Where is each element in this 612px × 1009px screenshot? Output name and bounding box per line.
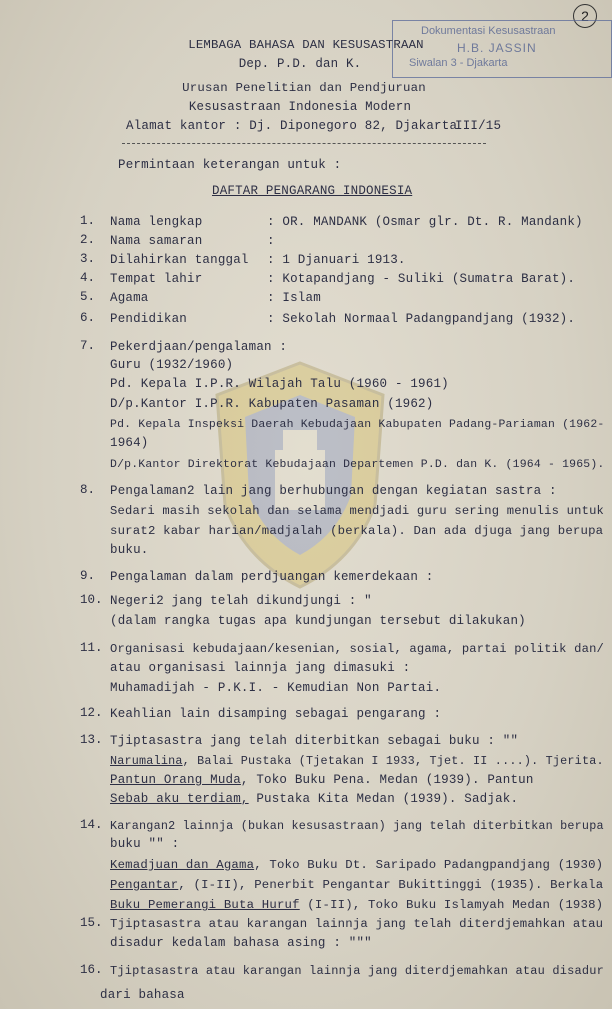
- item-15-number: 15.: [80, 916, 103, 930]
- field-5-number: 5.: [80, 290, 96, 304]
- item-14-label: Karangan2 lainnja (bukan kesusastraan) jang telah diterbitkan berupa: [110, 819, 604, 833]
- item-8-line: Sedari masih sekolah dan selama mendjadi guru sering menulis untuk: [110, 504, 605, 518]
- item-14-line-3: [110, 897, 603, 913]
- field-3-value: : 1 Djanuari 1913.: [267, 253, 406, 267]
- item-8-line: buku.: [110, 543, 149, 557]
- book-title: Buku Pemerangi Buta Huruf: [110, 898, 300, 912]
- item-13-label: Tjiptasastra jang telah diterbitkan sebagai buku : "": [110, 734, 519, 748]
- item-8-label: Pengalaman2 lain jang berhubungan dengan kegiatan sastra :: [110, 484, 557, 498]
- field-4-number: 4.: [80, 271, 96, 285]
- item-9-label: Pengalaman dalam perdjuangan kemerdekaan :: [110, 570, 434, 584]
- field-5-value: : Islam: [267, 291, 321, 305]
- item-11-number: 11.: [80, 641, 103, 655]
- field-2-value: :: [267, 234, 275, 248]
- request-label: Permintaan keterangan untuk :: [118, 158, 342, 172]
- field-1-label: Nama lengkap: [110, 215, 203, 229]
- item-7-number: 7.: [80, 339, 96, 353]
- item-7-line: Pd. Kepala Inspeksi Daerah Kebudajaan Kabupaten Padang-Pariaman (1962-: [110, 418, 605, 431]
- item-7-line: Guru (1932/1960): [110, 358, 234, 372]
- book-details: (I-II), Toko Buku Islamyah Medan (1938): [299, 898, 604, 912]
- field-3-number: 3.: [80, 252, 96, 266]
- field-1-value: : OR. MANDANK (Osmar glr. Dt. R. Mandank): [267, 215, 583, 229]
- item-7-line: D/p.Kantor Direktorat Kebudajaan Departemen P.D. dan K. (1964 - 1965).: [110, 458, 605, 471]
- item-8-line: surat2 kabar harian/madjalah (berkala). Dan ada djuga jang berupa: [110, 524, 604, 538]
- book-details: , (I-II), Penerbit Pengantar Bukittinggi (1935). Berkala: [178, 878, 604, 892]
- book-title: Narumalina: [110, 754, 183, 768]
- header-address: Alamat kantor : Dj. Diponegoro 82, Djakarta: [126, 119, 458, 133]
- item-15-label: Tjiptasastra atau karangan lainnja jang telah diterdjemahkan atau: [110, 917, 604, 931]
- book-details: , Toko Buku Pena. Medan (1939). Pantun: [240, 773, 534, 787]
- item-9-number: 9.: [80, 569, 96, 583]
- item-16-number: 16.: [80, 963, 103, 977]
- item-13-line-2: [110, 772, 534, 788]
- item-8-number: 8.: [80, 483, 96, 497]
- item-14-number: 14.: [80, 818, 103, 832]
- book-title: Sebab aku terdiam,: [110, 792, 249, 806]
- item-14-line-1: [110, 857, 603, 873]
- item-7-line: Pd. Kepala I.P.R. Wilajah Talu (1960 - 1961): [110, 377, 449, 391]
- stamp-line-2: H.B. JASSIN: [457, 41, 537, 55]
- item-13-number: 13.: [80, 733, 103, 747]
- field-6-value: : Sekolah Normaal Padangpandjang (1932).: [267, 312, 576, 326]
- book-title: Pengantar: [110, 878, 179, 892]
- item-11-line: Muhamadijah - P.K.I. - Kemudian Non Partai.: [110, 681, 442, 695]
- field-2-number: 2.: [80, 233, 96, 247]
- header-institution: LEMBAGA BAHASA DAN KESUSASTRAAN: [188, 38, 424, 52]
- field-4-value: : Kotapandjang - Suliki (Sumatra Barat).: [267, 272, 576, 286]
- field-3-label: Dilahirkan tanggal: [110, 253, 249, 267]
- book-details: Pustaka Kita Medan (1939). Sadjak.: [248, 792, 519, 806]
- book-title: Kemadjuan dan Agama: [110, 858, 255, 872]
- header-divider: [122, 143, 486, 144]
- item-15-line: disadur kedalam bahasa asing : """: [110, 936, 372, 950]
- field-4-label: Tempat lahir: [110, 272, 203, 286]
- item-7-label: Pekerdjaan/pengalaman :: [110, 340, 288, 354]
- document-title: DAFTAR PENGARANG INDONESIA: [212, 184, 413, 198]
- header-ref: III/15: [455, 119, 502, 133]
- header-department: Dep. P.D. dan K.: [238, 57, 362, 71]
- book-details: , Balai Pustaka (Tjetakan I 1933, Tjet. II ....). Tjerita.: [182, 754, 604, 768]
- page-number: 2: [573, 4, 597, 28]
- item-13-line-3: [110, 791, 518, 807]
- field-5-label: Agama: [110, 291, 149, 305]
- item-12-label: Keahlian lain disamping sebagai pengarang :: [110, 707, 442, 721]
- stamp-line-3: Siwalan 3 - Djakarta: [409, 57, 508, 69]
- item-10-number: 10.: [80, 593, 103, 607]
- book-details: , Toko Buku Dt. Saripado Padangpandjang (1930): [254, 858, 604, 872]
- item-16-line: dari bahasa: [100, 988, 185, 1002]
- field-6-number: 6.: [80, 311, 96, 325]
- item-11-label: Organisasi kebudajaan/kesenian, sosial, agama, partai politik dan/: [110, 642, 605, 656]
- item-12-number: 12.: [80, 706, 103, 720]
- item-10-label: Negeri2 jang telah dikundjungi : ": [110, 594, 372, 608]
- field-1-number: 1.: [80, 214, 96, 228]
- header-division: Urusan Penelitian dan Pendjuruan: [182, 81, 426, 95]
- field-2-label: Nama samaran: [110, 234, 203, 248]
- book-title: Pantun Orang Muda: [110, 773, 241, 787]
- item-7-line: D/p.Kantor I.P.R. Kabupaten Pasaman (1962): [110, 397, 434, 411]
- item-7-line: 1964): [110, 436, 149, 450]
- item-14-line-0: buku "" :: [110, 837, 180, 851]
- stamp-line-1: Dokumentasi Kesusastraan: [421, 25, 556, 37]
- header-subdivision: Kesusastraan Indonesia Modern: [188, 100, 412, 114]
- item-13-line-1: [110, 753, 604, 769]
- field-6-label: Pendidikan: [110, 312, 188, 326]
- item-11-line: atau organisasi lainnja jang dimasuki :: [110, 661, 411, 675]
- item-14-line-2: [110, 877, 603, 893]
- item-10-line: (dalam rangka tugas apa kundjungan tersebut dilakukan): [110, 614, 526, 628]
- item-16-label: Tjiptasastra atau karangan lainnja jang diterdjemahkan atau disadur: [110, 964, 604, 978]
